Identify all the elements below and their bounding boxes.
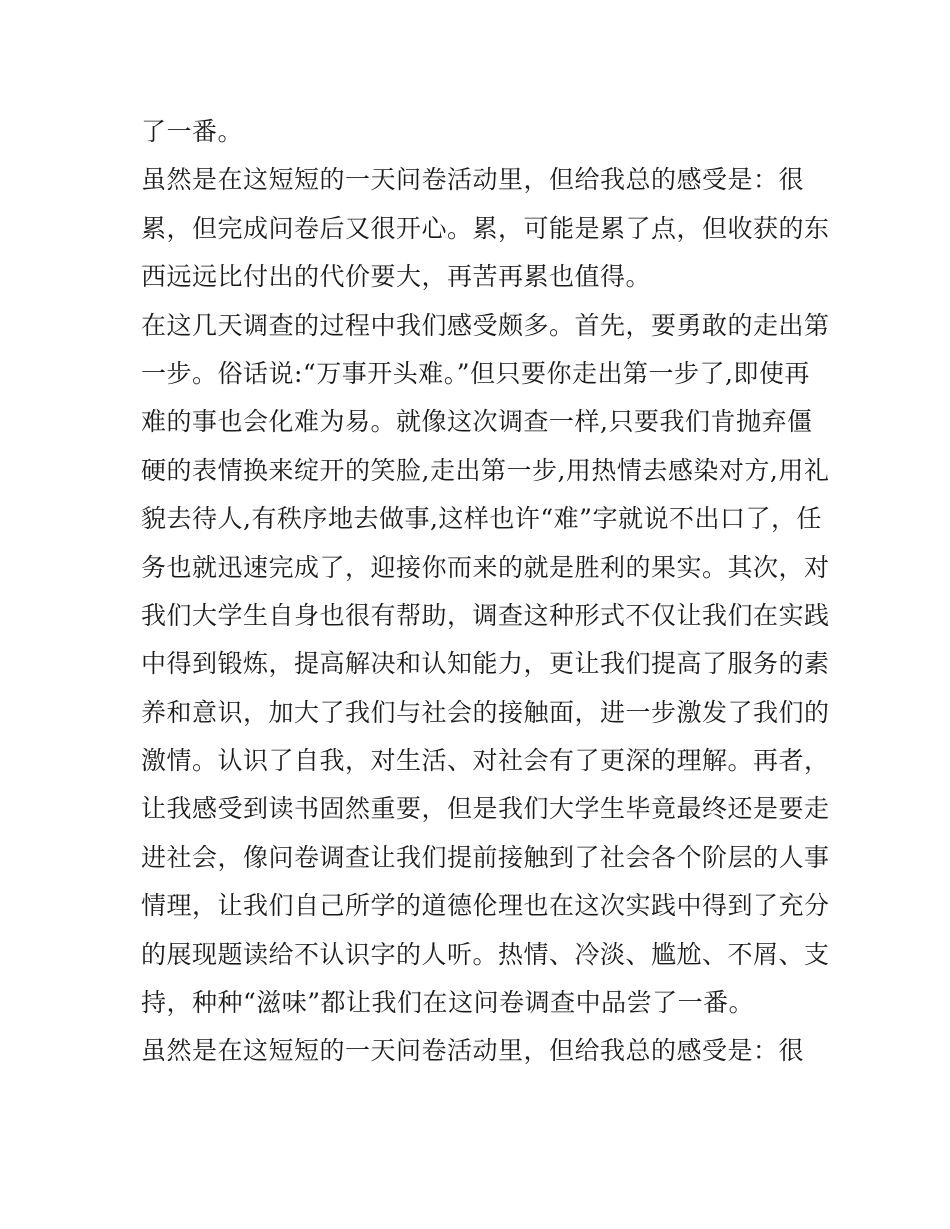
text-line-2: 虽然是在这短短的一天问卷活动里，但给我总的感受是：很 [141,165,805,195]
text-line-3: 累，但完成问卷后又很开心。累，可能是累了点，但收获的东 [141,213,830,243]
text-line-16: 进社会，像问卷调查让我们提前接触到了社会各个阶层的人事 [141,842,830,872]
text-line-5: 在这几天调查的过程中我们感受颇多。首先，要勇敢的走出第 [141,310,830,340]
text-line-19: 持，种种“滋味”都让我们在这问卷调查中品尝了一番。 [141,988,755,1018]
text-line-14: 激情。认识了自我，对生活、对社会有了更深的理解。再者， [141,746,830,776]
text-line-8: 硬的表情换来绽开的笑脸,走出第一步,用热情去感染对方,用礼 [141,455,830,485]
text-line-10: 务也就迅速完成了，迎接你而来的就是胜利的果实。其次，对 [141,552,830,582]
text-line-15: 让我感受到读书固然重要，但是我们大学生毕竟最终还是要走 [141,794,830,824]
text-line-11: 我们大学生自身也很有帮助，调查这种形式不仅让我们在实践 [141,600,830,630]
text-line-20: 虽然是在这短短的一天问卷活动里，但给我总的感受是：很 [141,1036,805,1066]
text-line-1: 了一番。 [141,117,244,146]
text-line-4: 西远远比付出的代价要大，再苦再累也值得。 [141,262,652,292]
text-line-7: 难的事也会化难为易。就像这次调查一样,只要我们肯抛弃僵 [141,407,813,437]
text-line-6: 一步。俗话说:“万事开头难。”但只要你走出第一步了,即使再 [141,358,810,388]
text-line-9: 貌去待人,有秩序地去做事,这样也许“难”字就说不出口了，任 [141,504,822,534]
text-line-13: 养和意识，加大了我们与社会的接触面，进一步激发了我们的 [141,697,830,727]
body-text [141,108,830,1076]
text-line-12: 中得到锻炼，提高解决和认知能力，更让我们提高了服务的素 [141,649,830,679]
text-line-17: 情理，让我们自己所学的道德伦理也在这次实践中得到了充分 [141,891,830,921]
text-line-18: 的展现题读给不认识字的人听。热情、冷淡、尴尬、不屑、支 [141,939,830,969]
